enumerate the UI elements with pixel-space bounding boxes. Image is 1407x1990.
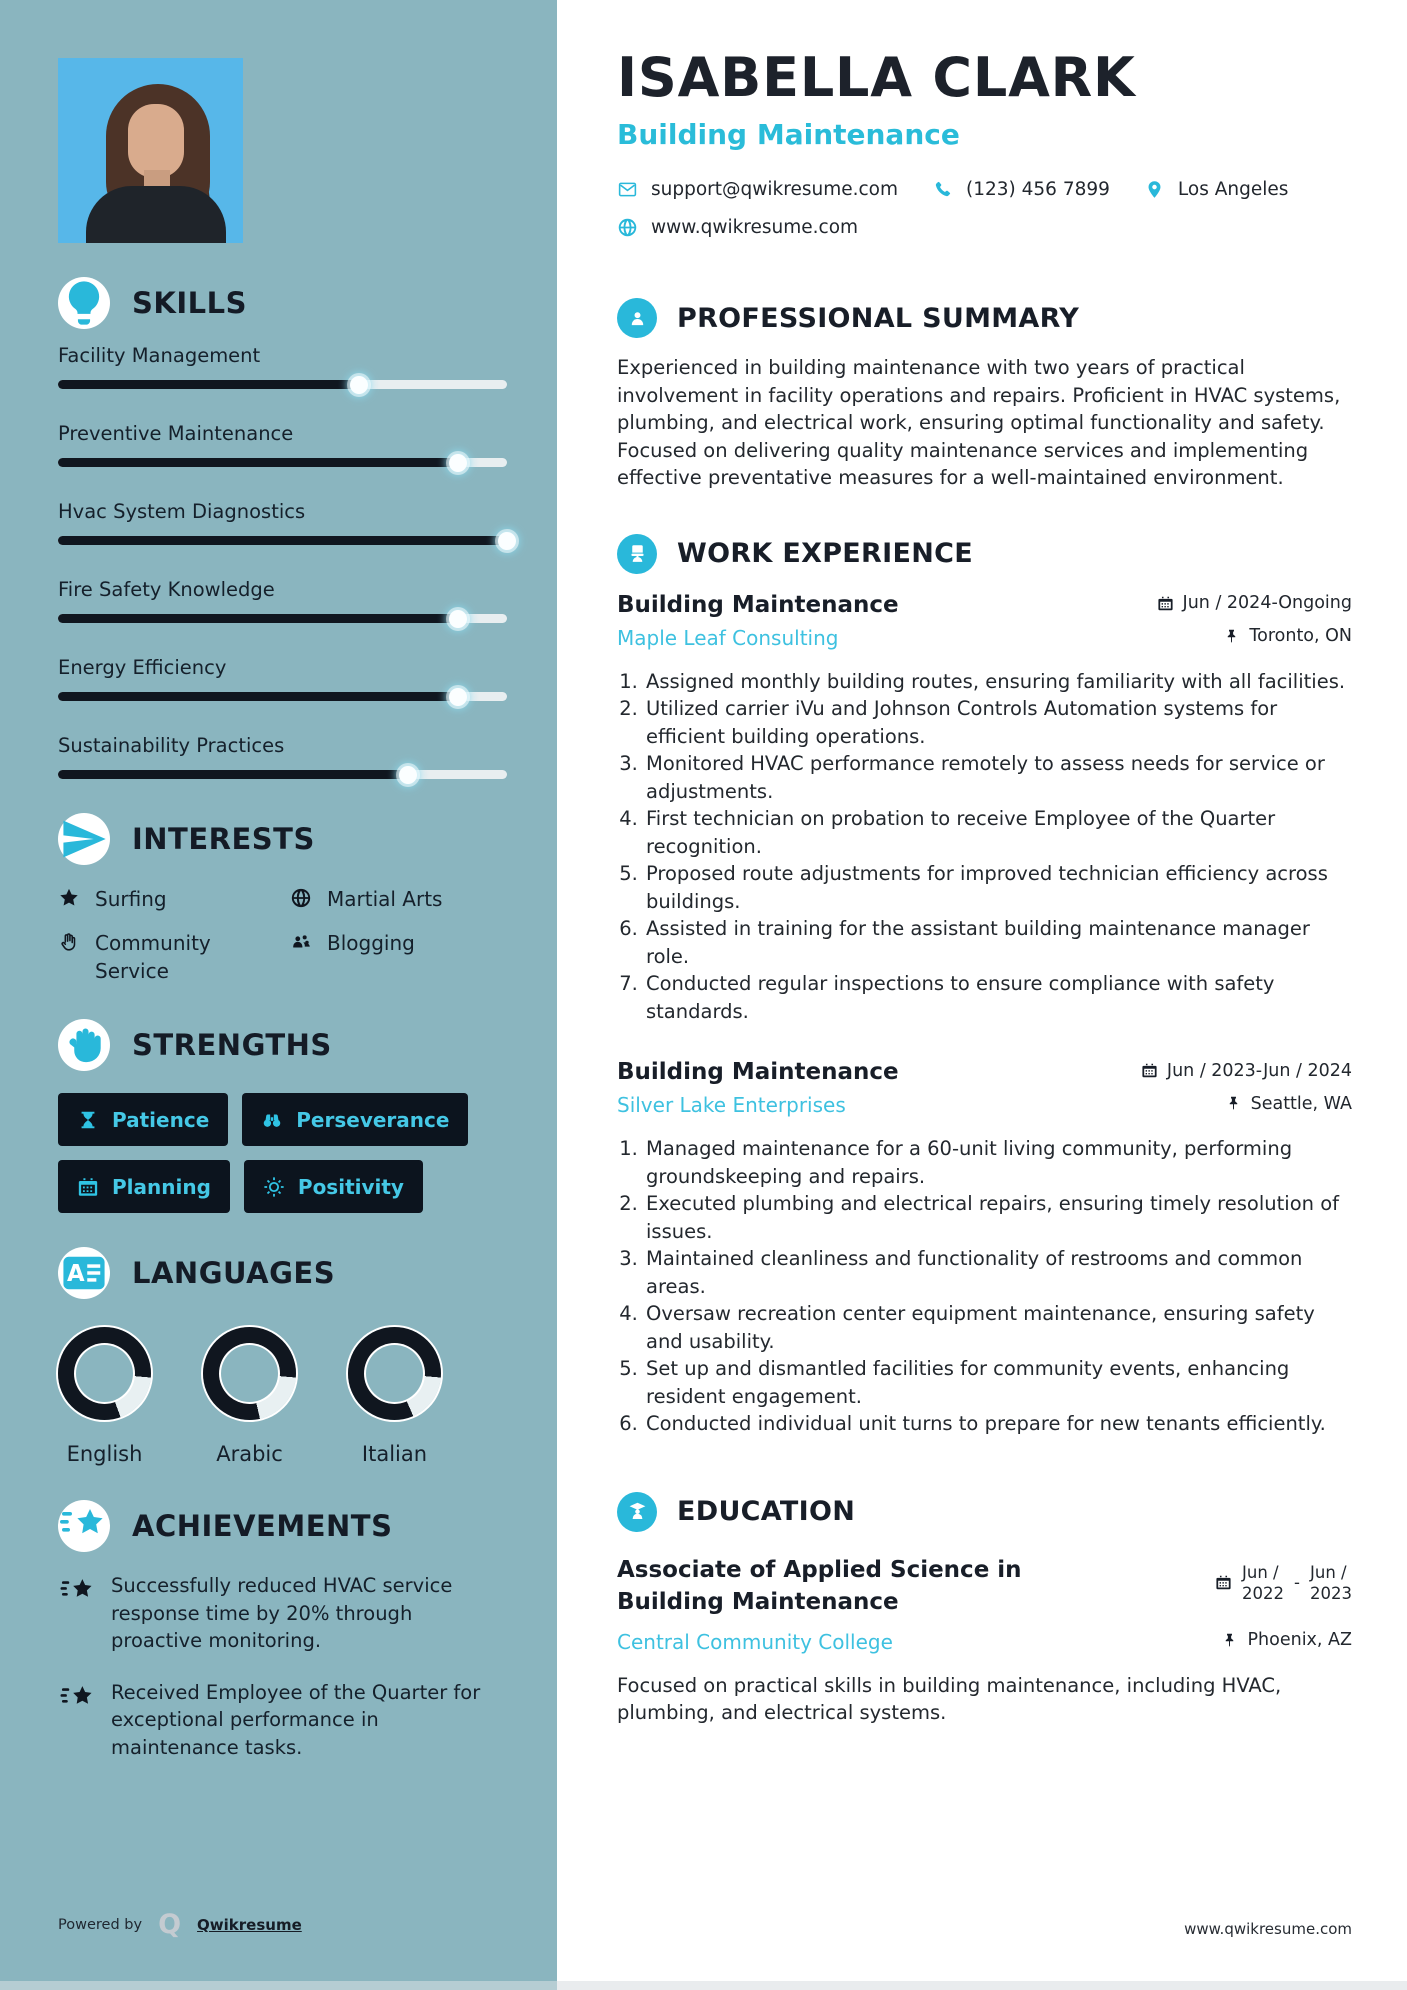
contact-website[interactable] <box>617 217 858 238</box>
skill-label: Sustainability Practices <box>58 734 285 757</box>
job-location <box>1225 1094 1352 1114</box>
language-donut-hole <box>366 1345 423 1402</box>
skills-section <box>58 277 507 779</box>
skill-item <box>58 733 507 779</box>
job-location-text: Toronto, ON <box>1249 626 1352 646</box>
job-dates <box>1141 1061 1352 1081</box>
contact-row-1 <box>617 179 1352 200</box>
interest-label: Blogging <box>327 931 415 955</box>
education-degree-row <box>617 1554 1352 1618</box>
strength-chip <box>58 1160 230 1213</box>
skill-label: Energy Efficiency <box>58 656 227 679</box>
interest-item <box>58 885 290 913</box>
job-company: Silver Lake Enterprises <box>617 1093 846 1117</box>
website-text: www.qwikresume.com <box>651 217 859 238</box>
job-bullet-list <box>617 668 1352 1026</box>
job-entry <box>617 592 1352 1026</box>
calendar-icon <box>77 1176 99 1198</box>
job-bullet: 6. Assisted in training for the assistant building maintenance manager role. <box>644 915 1352 970</box>
language-donut <box>203 1327 296 1420</box>
job-bullet: 2. Executed plumbing and electrical repairs, ensuring timely resolution of issues. <box>644 1190 1352 1245</box>
strength-chip <box>58 1093 228 1146</box>
fist-icon <box>58 1019 110 1071</box>
binoculars-icon <box>261 1109 283 1131</box>
strength-label: Planning <box>112 1174 211 1199</box>
translate-icon <box>58 1247 110 1299</box>
languages-heading: LANGUAGES <box>132 1256 336 1290</box>
experience-section <box>617 534 1352 1438</box>
education-header <box>617 1492 1352 1532</box>
education-description: Focused on practical skills in building maintenance, including HVAC, plumbing, and electrical systems. <box>617 1673 1282 1724</box>
skill-label: Preventive Maintenance <box>58 422 294 445</box>
contact-row-2 <box>617 217 1352 238</box>
graduation-icon <box>617 1492 657 1532</box>
language-donut <box>348 1327 441 1420</box>
education-location: Phoenix, AZ <box>1221 1630 1352 1650</box>
job-bullet: 3. Monitored HVAC performance remotely to assess needs for service or adjustments. <box>644 750 1352 805</box>
strength-label: Positivity <box>297 1174 404 1199</box>
job-bullet: 2. Utilized carrier iVu and Johnson Controls Automation systems for efficient building operations. <box>644 695 1352 750</box>
shooting-star-icon <box>58 1574 98 1609</box>
languages-header <box>58 1247 507 1299</box>
contact-phone[interactable] <box>932 179 1110 200</box>
education-dates <box>1215 1562 1352 1604</box>
achievement-text: Successfully reduced HVAC service response time by 20% through proactive monitoring. <box>111 1574 453 1652</box>
job-bullet: 6. Conducted individual unit turns to prepare for new tenants efficiently. <box>644 1410 1352 1438</box>
contact-location <box>1144 179 1289 200</box>
achievement-item <box>58 1679 507 1762</box>
pushpin-icon <box>1223 628 1240 645</box>
job-role: Building Maintenance <box>617 591 899 618</box>
job-bullet-list <box>617 1135 1352 1438</box>
skill-slider <box>58 614 507 623</box>
qwikresume-link[interactable]: Qwikresume <box>197 1915 302 1934</box>
person-name: ISABELLA CLARK <box>617 46 1136 109</box>
education-heading: EDUCATION <box>677 1496 856 1527</box>
degree-title: Associate of Applied Science in Building Maintenance <box>617 1556 1022 1615</box>
skill-bar-thumb <box>449 610 467 628</box>
summary-text: Experienced in building maintenance with two years of practical involvement in facility operations and repairs. Proficient in HVAC systems, plumbing, and electrical work, ensuring optimal functionality and safety. Focused on delivering quality maintenance services and implementing effective preventative measures for a well-maintained environment. <box>617 356 1341 489</box>
hourglass-icon <box>77 1109 99 1131</box>
skill-item <box>58 343 507 389</box>
language-label: English <box>66 1442 143 1466</box>
lightbulb-icon <box>58 277 110 329</box>
job-bullet: 4. Oversaw recreation center equipment maintenance, ensuring safety and usability. <box>644 1300 1352 1355</box>
office-chair-icon <box>617 534 657 574</box>
pushpin-icon <box>1225 1095 1242 1112</box>
education-date-start: Jun / 2022 <box>1242 1562 1285 1603</box>
interests-section <box>58 813 507 985</box>
map-pin-icon <box>1144 179 1165 200</box>
achievements-section <box>58 1500 507 1761</box>
language-label: Arabic <box>216 1442 283 1466</box>
calendar-icon <box>1157 595 1174 612</box>
users-icon <box>290 931 312 953</box>
interest-item <box>58 929 290 985</box>
job-dates-text: Jun / 2024-Ongoing <box>1182 593 1352 613</box>
skill-label: Fire Safety Knowledge <box>58 578 275 601</box>
experience-header <box>617 534 1352 574</box>
interest-label: Surfing <box>95 887 167 911</box>
envelope-icon <box>617 179 638 200</box>
skill-bar-thumb <box>449 688 467 706</box>
hand-icon <box>58 931 80 953</box>
paper-plane-icon <box>58 813 110 865</box>
achievement-list <box>58 1572 507 1761</box>
contact-email[interactable] <box>617 179 898 200</box>
footer-website[interactable]: www.qwikresume.com <box>1184 1920 1352 1938</box>
job-location <box>1223 626 1352 646</box>
education-school-row <box>617 1630 1352 1654</box>
job-bullet: 4. First technician on probation to receive Employee of the Quarter recognition. <box>644 805 1352 860</box>
strength-chip <box>244 1160 423 1213</box>
skills-header <box>58 277 507 329</box>
interest-item <box>290 929 507 985</box>
globe-icon <box>290 887 312 909</box>
skill-item <box>58 577 507 623</box>
svg-text:A: A <box>66 1261 85 1288</box>
main-column <box>557 0 1407 1990</box>
job-dates-text: Jun / 2023-Jun / 2024 <box>1166 1060 1352 1081</box>
language-donut-hole <box>76 1345 133 1402</box>
skill-bar-fill <box>58 614 458 623</box>
education-date-separator: - <box>1294 1573 1300 1592</box>
skills-heading: SKILLS <box>132 286 247 320</box>
interests-heading: INTERESTS <box>132 822 315 856</box>
phone-icon <box>932 179 953 200</box>
language-label: Italian <box>361 1442 428 1466</box>
qwikresume-logo: Q <box>158 1909 182 1940</box>
job-company: Maple Leaf Consulting <box>617 625 839 650</box>
job-bullet: 5. Proposed route adjustments for improved technician efficiency across buildings. <box>644 860 1352 915</box>
achievements-heading: ACHIEVEMENTS <box>132 1509 393 1543</box>
skill-bar-thumb <box>498 532 516 550</box>
job-bullet: 5. Set up and dismantled facilities for community events, enhancing resident engagement. <box>644 1355 1352 1410</box>
language-donut-hole <box>221 1345 278 1402</box>
strengths-section <box>58 1019 507 1213</box>
job-role: Building Maintenance <box>617 1059 899 1085</box>
skill-bar-fill <box>58 770 408 779</box>
strength-label: Patience <box>112 1107 210 1132</box>
job-dates <box>1157 593 1352 613</box>
interest-label: Community Service <box>95 931 211 983</box>
skill-label: Hvac System Diagnostics <box>58 500 306 523</box>
shooting-star-icon <box>58 1681 98 1716</box>
skill-bar-fill <box>58 536 507 545</box>
achievements-header <box>58 1500 507 1552</box>
star-icon <box>58 887 80 909</box>
skill-bar-thumb <box>399 766 417 784</box>
calendar-icon <box>1141 1062 1158 1079</box>
job-entry <box>617 1059 1352 1438</box>
skill-bar-fill <box>58 458 458 467</box>
skill-slider <box>58 380 507 389</box>
skill-slider <box>58 458 507 467</box>
skill-item <box>58 655 507 701</box>
skill-bar-fill <box>58 692 458 701</box>
strength-label: Perseverance <box>296 1107 450 1132</box>
summary-header <box>617 298 1352 338</box>
skill-slider <box>58 536 507 545</box>
language-list <box>58 1327 507 1466</box>
skill-slider <box>58 770 507 779</box>
powered-by-footer <box>58 1909 302 1940</box>
calendar-icon <box>1215 1574 1232 1591</box>
pushpin-icon <box>1221 1632 1238 1649</box>
achievement-item <box>58 1572 507 1655</box>
strengths-header <box>58 1019 507 1071</box>
profile-photo <box>58 58 243 243</box>
job-list <box>617 592 1352 1438</box>
summary-section <box>617 298 1352 492</box>
sun-icon <box>263 1176 285 1198</box>
user-icon <box>617 298 657 338</box>
experience-heading: WORK EXPERIENCE <box>677 538 973 569</box>
language-item <box>58 1327 151 1466</box>
language-donut <box>58 1327 151 1420</box>
education-date-end: Jun / 2023 <box>1310 1562 1352 1603</box>
skill-bar-fill <box>58 380 359 389</box>
skill-item <box>58 499 507 545</box>
achievement-text: Received Employee of the Quarter for exceptional performance in maintenance tasks. <box>111 1680 481 1759</box>
location-text: Los Angeles <box>1177 179 1289 200</box>
skill-bar-thumb <box>449 454 467 472</box>
skill-item <box>58 421 507 467</box>
sidebar <box>0 0 557 1990</box>
skill-label: Facility Management <box>58 344 261 367</box>
strengths-heading: STRENGTHS <box>132 1028 332 1062</box>
job-bullet: 1. Managed maintenance for a 60-unit living community, performing groundskeeping and repairs. <box>644 1135 1352 1190</box>
job-location-text: Seattle, WA <box>1250 1093 1352 1114</box>
school-name: Central Community College <box>617 1629 893 1654</box>
languages-section <box>58 1247 507 1466</box>
job-bullet: 3. Maintained cleanliness and functionality of restrooms and common areas. <box>644 1245 1352 1300</box>
skill-slider <box>58 692 507 701</box>
globe-icon <box>617 217 638 238</box>
interest-label: Martial Arts <box>327 887 443 911</box>
summary-heading: PROFESSIONAL SUMMARY <box>677 302 1080 334</box>
job-bullet: 1. Assigned monthly building routes, ensuring familiarity with all facilities. <box>644 668 1352 696</box>
strength-chip <box>242 1093 468 1146</box>
email-text: support@qwikresume.com <box>651 179 898 200</box>
language-item <box>203 1327 296 1466</box>
interest-item <box>290 885 507 913</box>
powered-by-label: Powered by <box>58 1916 143 1933</box>
person-title: Building Maintenance <box>617 118 960 151</box>
interests-header <box>58 813 507 865</box>
job-bullet: 7. Conducted regular inspections to ensure compliance with safety standards. <box>644 970 1352 1025</box>
interest-list <box>58 885 507 985</box>
phone-text: (123) 456 7899 <box>966 179 1110 200</box>
skill-list <box>58 343 507 779</box>
skill-bar-thumb <box>350 376 368 394</box>
shooting-star-icon <box>58 1500 110 1552</box>
education-section <box>617 1492 1352 1727</box>
language-item <box>348 1327 441 1466</box>
strength-list <box>58 1093 528 1213</box>
